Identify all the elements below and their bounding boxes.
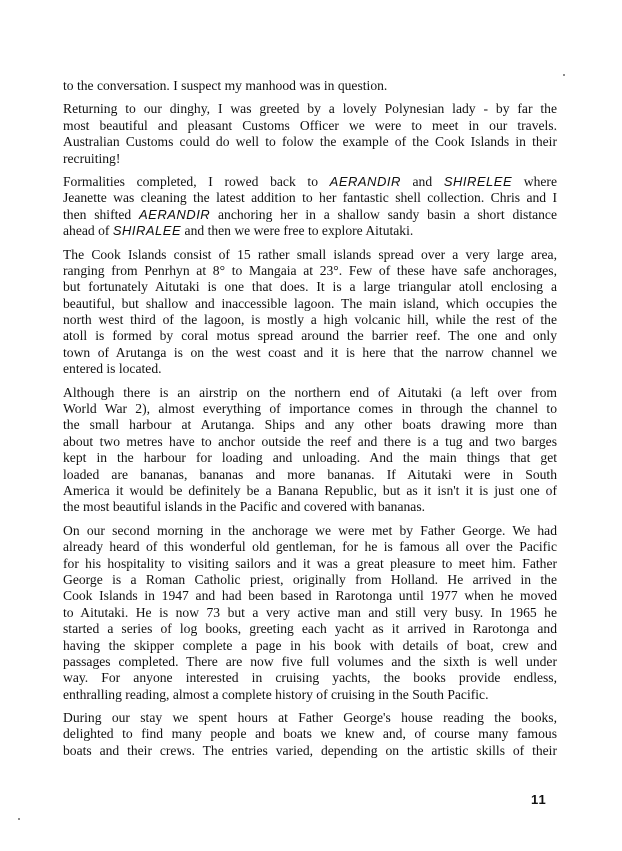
page-number: 11 (531, 792, 547, 807)
text-line: started a series of log books, greeting each yacht as it arrived in Rarotonga and (63, 621, 557, 637)
text-line: The Cook Islands consist of 15 rather small islands spread over a very large area, (63, 246, 557, 262)
text-line: On our second morning in the anchorage we were met by Father George. We had (63, 522, 557, 538)
text-line: having the skipper complete a page in his book with details of boat, crew and (63, 637, 557, 653)
text-line: the small harbour at Arutanga. Ships and any other boats drawing more than (63, 417, 557, 433)
text-line (63, 223, 557, 239)
text-span: then shifted (63, 206, 140, 222)
text-line: to the conversation. I suspect my manhood was in question. (63, 78, 388, 93)
paragraph (63, 710, 557, 759)
paragraph (63, 385, 557, 516)
text-span: Formalities completed, I rowed back to (63, 173, 330, 189)
text-line (63, 174, 557, 190)
text-span: ahead of (63, 223, 113, 239)
text-line: most beautiful and pleasant Customs Officer we were to meet in our travels. (63, 117, 557, 133)
text-line: Jeanette was cleaning the latest addition to her fantastic shell collection. Chris and I (63, 190, 557, 206)
text-line: town of Arutanga is on the west coast and it is here that the narrow channel we (63, 344, 557, 360)
text-line: the most beautiful islands in the Pacific and covered with bananas. (63, 499, 426, 515)
text-line: Cook Islands in 1947 and had been based in Rarotonga until 1977 when he moved (63, 588, 557, 604)
text-line: America it would be definitely be a Banana Republic, but as it isn't it is just one of (63, 482, 557, 498)
text-line: loaded are bananas, bananas and more bananas. If Aitutaki were in South (63, 466, 557, 482)
text-line: delighted to find many people and boats we knew and, of course many famous (63, 726, 557, 742)
scan-speck (563, 74, 565, 76)
text-line: boats and their crews. The entries varied, depending on the artistic skills of their (63, 742, 557, 758)
text-line: way. For anyone interested in cruising yachts, the books provide endless, (63, 670, 557, 686)
text-line: to Aitutaki. He is now 73 but a very active man and still very busy. In 1965 he (63, 604, 557, 620)
text-line: ranging from Penrhyn at 8° to Mangaia at 23°. Few of these have safe anchorages, (63, 262, 557, 278)
document-body (63, 78, 557, 766)
text-line: north west third of the lagoon, is mostly a high volcanic hill, while the rest of the (63, 312, 557, 328)
scan-speck (18, 818, 20, 820)
text-line: for his hospitality to visiting sailors and it was a great pleasure to meet him. Father (63, 555, 557, 571)
paragraph (63, 523, 557, 703)
text-line (63, 207, 557, 223)
paragraph (63, 101, 557, 167)
text-line: Australian Customs could do well to folow the example of the Cook Islands in their (63, 134, 557, 150)
text-line: During our stay we spent hours at Father George's house reading the books, (63, 710, 557, 726)
text-line: but fortunately Aitutaki is one that does. It is a large triangular atoll enclosing a (63, 279, 557, 295)
text-line: kept in the harbour for loading and unloading. And the main things that get (63, 450, 557, 466)
text-line: enthralling reading, almost a complete history of cruising in the South Pacific. (63, 686, 489, 702)
text-line: already heard of this wonderful old gentleman, for he is famous all over the Pacific (63, 539, 557, 555)
ship-name: AERANDIR (139, 206, 211, 222)
text-span: and (400, 173, 444, 189)
text-line: Returning to our dinghy, I was greeted by a lovely Polynesian lady - by far the (63, 101, 557, 117)
paragraph (63, 78, 557, 94)
text-span: anchoring her in a shallow sandy basin a short distance (210, 206, 557, 222)
ship-name: SHIRALEE (112, 223, 182, 239)
text-span: and then we were free to explore Aitutaki. (181, 223, 414, 239)
paragraph (63, 174, 557, 240)
text-line: recruiting! (63, 150, 121, 166)
text-line: entered is located. (63, 361, 162, 377)
text-line: passages completed. There are now five full volumes and the sixth is well under (63, 653, 557, 669)
ship-name: AERANDIR (329, 173, 401, 189)
text-line: beautiful, but shallow and inaccessible lagoon. The main island, which occupies the (63, 295, 557, 311)
ship-name: SHIRELEE (443, 173, 513, 189)
text-line: about two metres have to anchor outside the reef and there is a tug and two barges (63, 433, 557, 449)
text-line: George is a Roman Catholic priest, originally from Holland. He arrived in the (63, 571, 557, 587)
text-line: Although there is an airstrip on the northern end of Aitutaki (a left over from (63, 384, 557, 400)
paragraph (63, 247, 557, 378)
text-span: where (512, 173, 557, 189)
text-line: World War 2), almost everything of importance comes in through the channel to (63, 401, 557, 417)
text-line: atoll is formed by coral motus spread around the barrier reef. The one and only (63, 328, 557, 344)
